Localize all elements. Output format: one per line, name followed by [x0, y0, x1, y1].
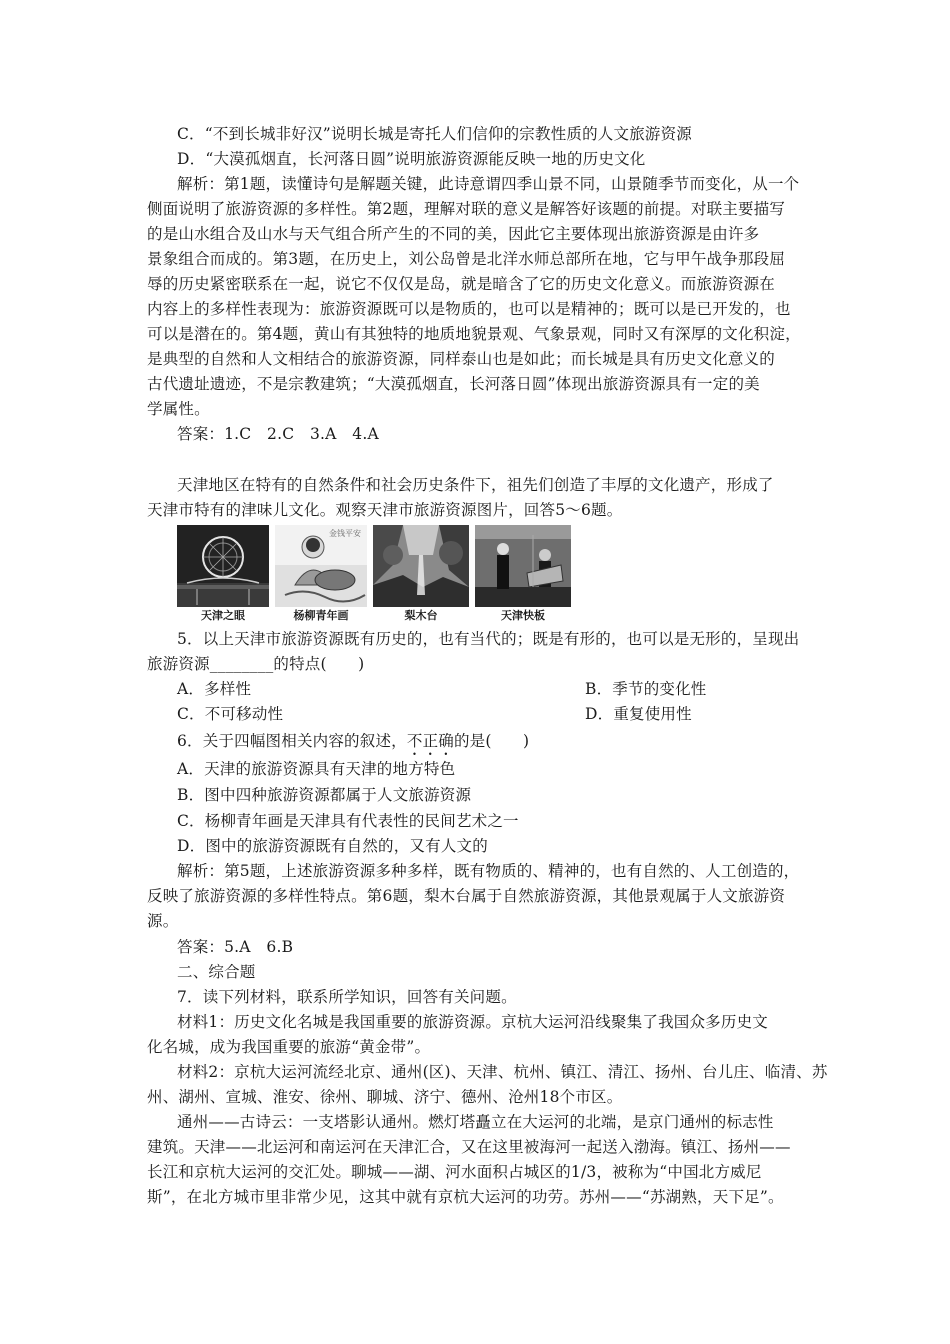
material3-line: 斯”，在北方城市里非常少见，这其中就有京杭大运河的功劳。苏州——“苏湖熟，天下足”。	[147, 1188, 784, 1206]
q5-stem: 5．以上天津市旅游资源既有历史的，也有当代的；既是有形的，也可以是无形的，呈现出	[177, 630, 800, 648]
q6-stem	[177, 729, 529, 759]
q5-option-d: D．重复使用性	[585, 705, 692, 723]
intro-line: 天津市特有的津味儿文化。观察天津市旅游资源图片，回答5～6题。	[147, 501, 623, 519]
analysis1-line: 解析：第1题，读懂诗句是解题关键，此诗意谓四季山景不同，山景随季节而变化，从一个	[177, 175, 800, 193]
tianjin-eye-photo	[177, 525, 269, 607]
q6-option-d: D．图中的旅游资源既有自然的，又有人文的	[177, 837, 488, 855]
q6-stem-pre: 6．关于四幅图相关内容的叙述，	[177, 732, 407, 750]
material1-line: 材料1：历史文化名城是我国重要的旅游资源。京杭大运河沿线聚集了我国众多历史文	[177, 1013, 768, 1031]
q5-option-a: A．多样性	[177, 680, 252, 698]
photo-caption: 梨木台	[404, 609, 438, 622]
photo-caption: 天津快板	[501, 609, 545, 622]
q6-option-b: B．图中四种旅游资源都属于人文旅游资源	[177, 786, 472, 804]
photo-caption: 天津之眼	[201, 609, 245, 622]
material2-line: 州、湖州、宣城、淮安、徐州、聊城、济宁、德州、沧州18个市区。	[147, 1088, 623, 1106]
analysis1-line: 景象组合而成的。第3题，在历史上，刘公岛曾是北洋水师总部所在地，它与甲午战争那段屈	[147, 250, 786, 268]
photo-watermark: 金钱平安	[329, 529, 361, 538]
q6-stem-post: 的是( )	[453, 732, 530, 750]
analysis1-line: 可以是潜在的。第4题，黄山有其独特的地质地貌景观、气象景观，同时又有深厚的文化积淀，	[147, 325, 801, 343]
q6-option-a: A．天津的旅游资源具有天津的地方特色	[177, 760, 456, 778]
photo-caption: 杨柳青年画	[293, 609, 349, 622]
answer2: 答案：5.A 6.B	[177, 938, 294, 956]
q5-stem: 旅游资源________的特点( )	[147, 655, 365, 673]
yangliuqing-painting-photo	[275, 525, 367, 607]
analysis1-line: 古代遗址遗迹，不是宗教建筑；“大漠孤烟直，长河落日圆”体现出旅游资源具有一定的美	[147, 375, 760, 393]
material3-line: 长江和京杭大运河的交汇处。聊城——湖、河水面积占城区的1/3，被称为“中国北方威尼	[147, 1163, 762, 1181]
analysis1-line: 是典型的自然和人文相结合的旅游资源，同样泰山也是如此；而长城是具有历史文化意义的	[147, 350, 776, 368]
analysis1-line: 的是山水组合及山水与天气组合所产生的不同的美，因此它主要体现出旅游资源是由许多	[147, 225, 760, 243]
section-heading: 二、综合题	[177, 963, 256, 981]
answer1: 答案：1.C 2.C 3.A 4.A	[177, 425, 379, 443]
intro-line: 天津地区在特有的自然条件和社会历史条件下，祖先们创造了丰厚的文化遗产，形成了	[177, 476, 774, 494]
material3-line: 通州——古诗云：一支塔影认通州。燃灯塔矗立在大运河的北端，是京门通州的标志性	[177, 1113, 774, 1131]
limutai-photo	[373, 525, 469, 607]
analysis1-line: 内容上的多样性表现为：旅游资源既可以是物质的，也可以是精神的；既可以是已开发的，也	[147, 300, 791, 318]
analysis2-line: 解析：第5题，上述旅游资源多种多样，既有物质的、精神的，也有自然的、人工创造的，	[177, 862, 800, 880]
q5-option-b: B．季节的变化性	[585, 680, 707, 698]
q4-option-c: C．“不到长城非好汉”说明长城是寄托人们信仰的宗教性质的人文旅游资源	[177, 125, 693, 143]
material2-line: 材料2：京杭大运河流经北京、通州(区)、天津、杭州、镇江、清江、扬州、台儿庄、临清、苏	[177, 1063, 828, 1081]
q6-option-c: C．杨柳青年画是天津具有代表性的民间艺术之一	[177, 812, 519, 830]
analysis2-line: 反映了旅游资源的多样性特点。第6题，梨木台属于自然旅游资源，其他景观属于人文旅游资	[147, 887, 786, 905]
material3-line: 建筑。天津——北运河和南运河在天津汇合，又在这里被海河一起送入渤海。镇江、扬州——	[147, 1138, 791, 1156]
analysis1-line: 侧面说明了旅游资源的多样性。第2题，理解对联的意义是解答好该题的前提。对联主要描写	[147, 200, 786, 218]
tianjin-kuaiban-photo	[475, 525, 571, 607]
material1-line: 化名城，成为我国重要的旅游“黄金带”。	[147, 1038, 431, 1056]
q4-option-d: D．“大漠孤烟直，长河落日圆”说明旅游资源能反映一地的历史文化	[177, 150, 646, 168]
q6-stem-emphasis: 不正确	[406, 732, 454, 750]
analysis1-line: 辱的历史紧密联系在一起，说它不仅仅是岛，就是暗含了它的历史文化意义。而旅游资源在	[147, 275, 776, 293]
analysis2-line: 源。	[147, 912, 179, 930]
q5-option-c: C．不可移动性	[177, 705, 284, 723]
analysis1-line: 学属性。	[147, 400, 210, 418]
q7-stem: 7．读下列材料，联系所学知识，回答有关问题。	[177, 988, 517, 1006]
